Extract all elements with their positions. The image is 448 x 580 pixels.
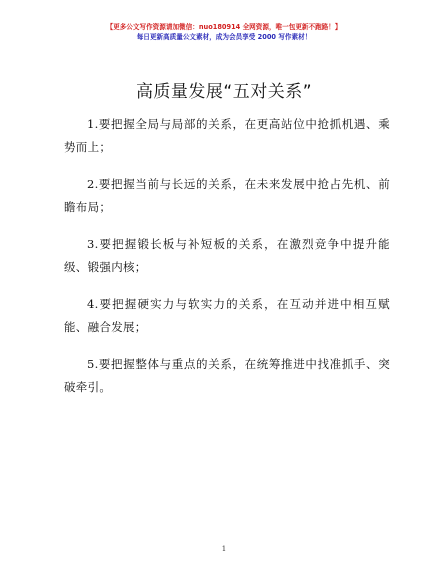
header-promo-line-1: 【更多公文写作资源请加微信：nuo180914 全网资源，唯一包更新不跑路！】: [106, 23, 342, 31]
paragraph-1: 1.要把握全局与局部的关系，在更高站位中抢抓机遇、乘势而上；: [64, 117, 390, 154]
document-header-banner: [0, 22, 448, 42]
paragraph-5: 5.要把握整体与重点的关系，在统筹推进中找准抓手、突破牵引。: [64, 357, 390, 394]
paragraph-3: 3.要把握锻长板与补短板的关系，在激烈竞争中提升能级、锻强内核；: [64, 237, 390, 274]
header-promo-line-2: 每日更新高质量公文素材，成为会员享受 2000 写作素材！: [136, 33, 312, 41]
document-body: [64, 113, 390, 413]
paragraph-2: 2.要把握当前与长远的关系，在未来发展中抢占先机、前瞻布局；: [64, 177, 390, 214]
paragraph-4: 4.要把握硬实力与软实力的关系，在互动并进中相互赋能、融合发展；: [64, 297, 390, 334]
page-number: 1: [221, 545, 227, 553]
document-title: 高质量发展“五对关系”: [135, 82, 313, 102]
